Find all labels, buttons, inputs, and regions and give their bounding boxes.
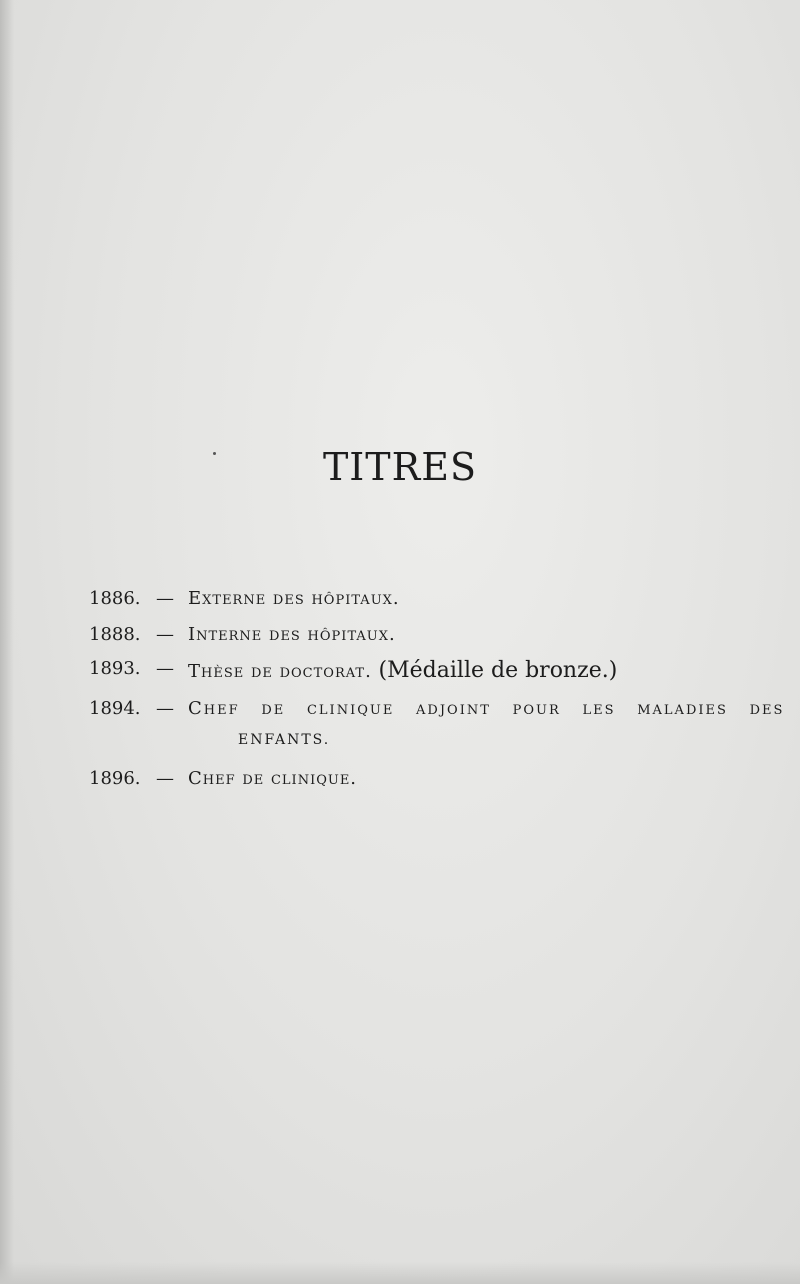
entry-dash: — — [156, 768, 174, 789]
page-gutter-shadow — [0, 0, 14, 1284]
entry-text: Chef de clinique adjoint pour les maladies des — [188, 698, 785, 719]
page-title: TITRES — [322, 445, 478, 490]
entry-text: Externe des hôpitaux. — [188, 588, 400, 609]
entry-year: 1886. — [89, 588, 141, 609]
entry-dash: — — [156, 588, 174, 609]
entry-continuation: ENFANTS. — [238, 732, 331, 748]
entry-year: 1896. — [89, 768, 141, 789]
entry-dash: — — [156, 624, 174, 645]
entry-dash: — — [156, 658, 174, 679]
entry-dash: — — [156, 698, 174, 719]
entry-text: Thèse de doctorat. — [188, 661, 372, 682]
entry-year: 1888. — [89, 624, 141, 645]
entry-year: 1894. — [89, 698, 141, 719]
entry-text: Chef de clinique. — [188, 768, 358, 789]
entry-year: 1893. — [89, 658, 141, 679]
entry-note: (Médaille de bronze.) — [378, 658, 618, 683]
entry-text-group — [188, 658, 617, 683]
entry-text: Interne des hôpitaux. — [188, 624, 396, 645]
page-bottom-shadow — [0, 1262, 800, 1284]
